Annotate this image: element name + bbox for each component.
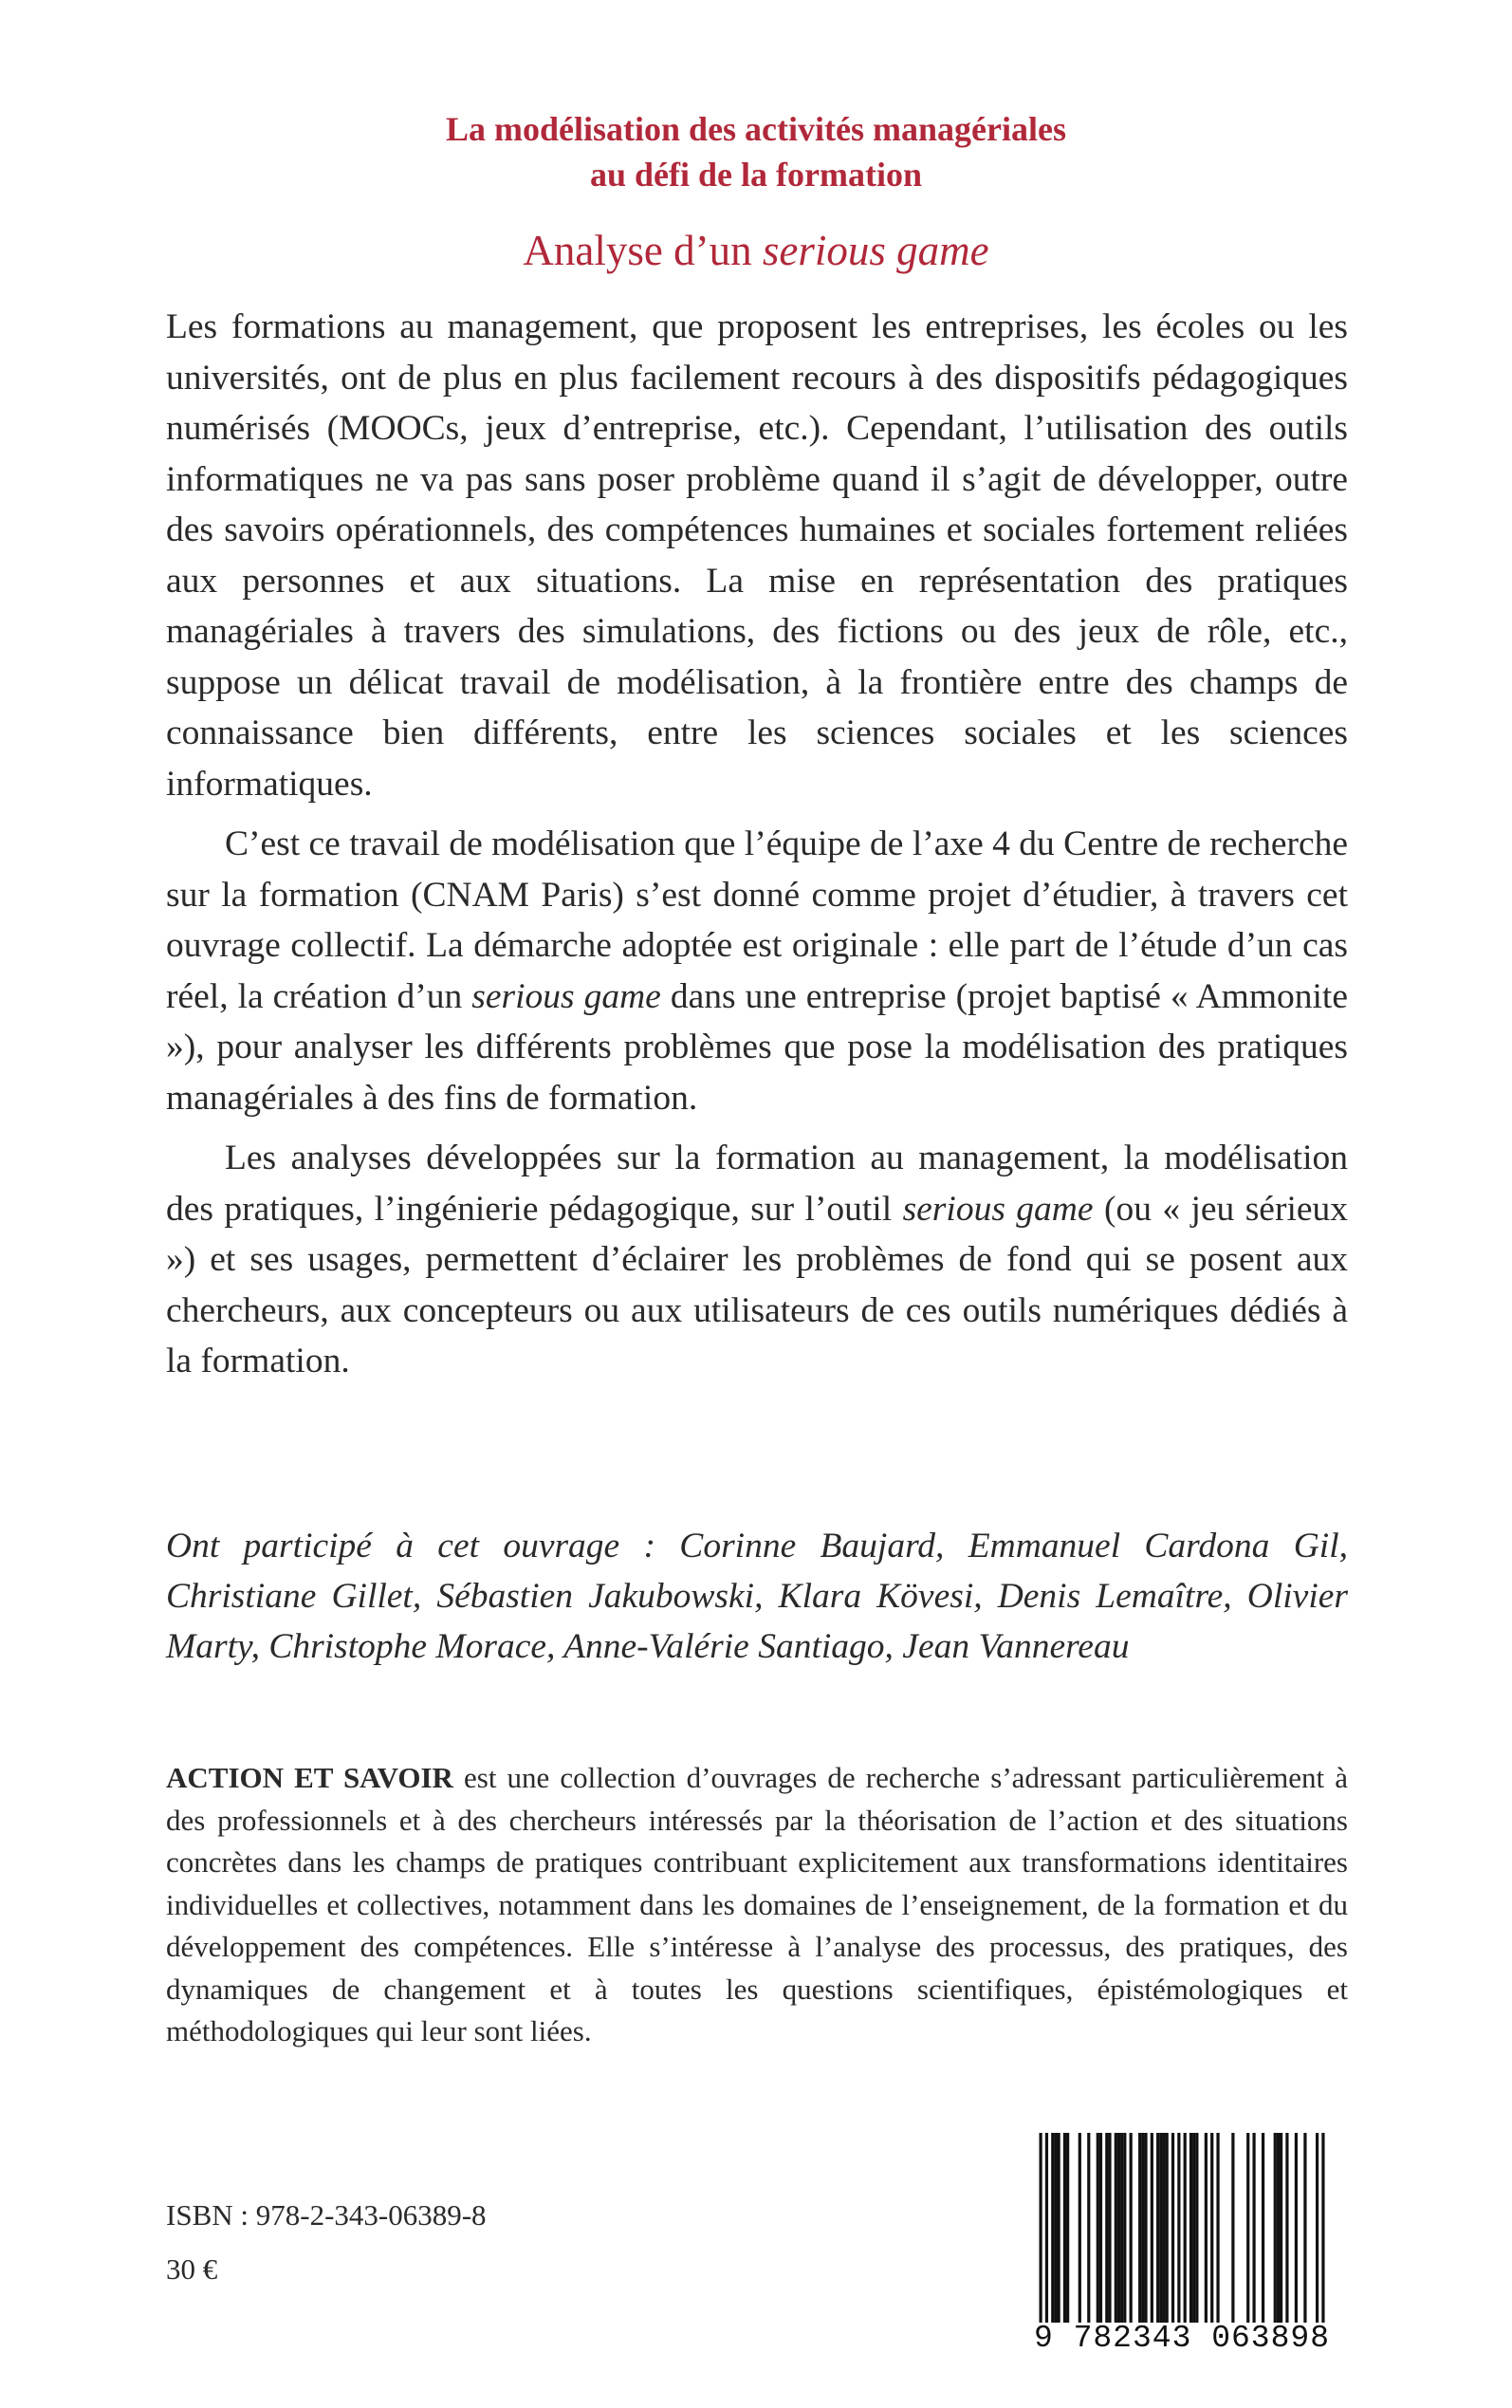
barcode-bar bbox=[1120, 2133, 1123, 2323]
barcode-bar bbox=[1054, 2133, 1057, 2323]
subtitle-prefix: Analyse d’un bbox=[523, 227, 763, 274]
barcode-bar bbox=[1285, 2133, 1288, 2323]
barcode-bar bbox=[1274, 2133, 1277, 2323]
barcode-bar bbox=[1316, 2133, 1318, 2323]
barcode-bar bbox=[1216, 2133, 1219, 2323]
collection-description bbox=[166, 1757, 1348, 2053]
barcode-bar bbox=[1277, 2133, 1280, 2323]
barcode-digits: 9 782343 063898 bbox=[1033, 2321, 1331, 2356]
barcode-bar bbox=[1130, 2133, 1133, 2323]
collection-name: ACTION ET SAVOIR bbox=[166, 1761, 453, 1794]
barcode-bar bbox=[1108, 2133, 1111, 2323]
barcode-bar bbox=[1195, 2133, 1198, 2323]
collection-text: est une collection d’ouvrages de recherche s’adressant particulièrement à des professionnels et à des chercheurs intéressés par la théorisation de l’action et des situations concrètes dans les champs de pratiques contribuant explicitement aux transformations identitaires individuelles et collectives, notamment dans les domaines de l’enseignement, de la formation et du développement des compétences. Elle s’intéresse à l’analyse des processus, des pratiques, des dynamiques de changement et à toutes les questions scientifiques, épistémologiques et méthodologiques qui leur sont liées. bbox=[166, 1761, 1348, 2047]
barcode-bar bbox=[1144, 2133, 1147, 2323]
contributors: Ont participé à cet ouvrage : Corinne Baujard, Emmanuel Cardona Gil, Christiane Gillet, Sébastien Jakubowski, Klara Kövesi, Denis Lemaître, Olivier Marty, Christophe Morace, Anne-Valérie Santiago, Jean Vannereau bbox=[166, 1527, 1348, 1666]
barcode-bar bbox=[1210, 2133, 1213, 2323]
barcode-bar bbox=[1252, 2133, 1255, 2323]
barcode-bar bbox=[1162, 2133, 1165, 2323]
barcode-bar bbox=[1280, 2133, 1282, 2323]
price: 30 € bbox=[166, 2252, 218, 2286]
barcode-bar bbox=[1205, 2133, 1208, 2323]
p2-part-b: dans une entreprise (projet baptisé « Ammonite »), pour analyser les différents problèmes que pose la modélisation des pratiques managériales à des fins de formation. bbox=[166, 976, 1348, 1118]
barcode-bar bbox=[1166, 2133, 1169, 2323]
barcode-bar bbox=[1115, 2133, 1117, 2323]
summary-paragraph-1: Les formations au management, que proposent les entreprises, les écoles ou les universités, ont de plus en plus facilement recours à des dispositifs pédagogiques numérisés (MOOCs, jeux d’entreprise, etc.). Cependant, l’utilisation des outils informatiques ne va pas sans poser problème quand il s’agit de développer, outre des savoirs opérationnels, des compétences humaines et sociales fortement reliées aux personnes et aux situations. La mise en représentation des pratiques managériales à travers des simulations, des fictions ou des jeux de rôle, etc., suppose un délicat travail de modélisation, à la frontière entre des champs de connaissance bien différents, entre les sciences sociales et les sciences informatiques. bbox=[166, 307, 1348, 804]
barcode-bar bbox=[1295, 2133, 1298, 2323]
barcode-bar bbox=[1097, 2133, 1099, 2323]
barcode-icon bbox=[1030, 2133, 1334, 2323]
barcode-bar bbox=[1063, 2133, 1066, 2323]
summary-paragraph-3 bbox=[166, 1133, 1348, 1387]
p2-part-a: C’est ce travail de modélisation que l’équipe de l’axe 4 du Centre de recherche sur la formation (CNAM Paris) s’est donné comme projet d’étudier, à travers cet ouvrage collectif. La démarche adoptée est originale : elle part de l’étude d’un cas réel, la création d’un bbox=[166, 824, 1348, 1016]
barcode-bar bbox=[1184, 2133, 1187, 2323]
p3-italic: serious game bbox=[902, 1189, 1094, 1229]
barcode-bar bbox=[1045, 2133, 1048, 2323]
book-title-line2: au défi de la formation bbox=[590, 156, 922, 194]
barcode-bar bbox=[1171, 2133, 1174, 2323]
isbn: ISBN : 978-2-343-06389-8 bbox=[166, 2198, 487, 2232]
p3-part-a: Les analyses développées sur la formation au management, la modélisation des pratiques, l’ingénierie pédagogique, sur l’outil bbox=[166, 1139, 1348, 1229]
barcode-bar bbox=[1177, 2133, 1180, 2323]
barcode-bar bbox=[1099, 2133, 1102, 2323]
summary-paragraph-2 bbox=[166, 819, 1348, 1123]
barcode-bar bbox=[1123, 2133, 1126, 2323]
barcode-bar bbox=[1262, 2133, 1264, 2323]
barcode-bar bbox=[1231, 2133, 1234, 2323]
book-subtitle bbox=[0, 224, 1512, 277]
barcode-bar bbox=[1117, 2133, 1120, 2323]
book-title-line1: La modélisation des activités managériales bbox=[446, 110, 1066, 148]
barcode-bar bbox=[1246, 2133, 1249, 2323]
barcode-bar bbox=[1105, 2133, 1108, 2323]
barcode-bar bbox=[1141, 2133, 1144, 2323]
p3-part-b: (ou « jeu sérieux ») et ses usages, permettent d’éclairer les problèmes de fond qui se posent aux chercheurs, aux concepteurs ou aux utilisateurs de ces outils numériques dédiés à la formation. bbox=[166, 1189, 1349, 1380]
barcode-bar bbox=[1192, 2133, 1195, 2323]
barcode-bar bbox=[1058, 2133, 1060, 2323]
barcode-bar bbox=[1079, 2133, 1081, 2323]
barcode-bar bbox=[1159, 2133, 1162, 2323]
barcode-bar bbox=[1156, 2133, 1159, 2323]
barcode-bar bbox=[1066, 2133, 1069, 2323]
barcode-bar bbox=[1321, 2133, 1324, 2323]
barcode-bar bbox=[1087, 2133, 1090, 2323]
barcode-bar bbox=[1189, 2133, 1192, 2323]
summary-text bbox=[166, 302, 1348, 1397]
barcode-bar bbox=[1151, 2133, 1153, 2323]
subtitle-italic: serious game bbox=[762, 227, 989, 274]
barcode-bar bbox=[1040, 2133, 1042, 2323]
barcode-bar bbox=[1138, 2133, 1141, 2323]
p2-italic: serious game bbox=[471, 976, 661, 1016]
barcode-bar bbox=[1051, 2133, 1054, 2323]
barcode-bar bbox=[1303, 2133, 1306, 2323]
